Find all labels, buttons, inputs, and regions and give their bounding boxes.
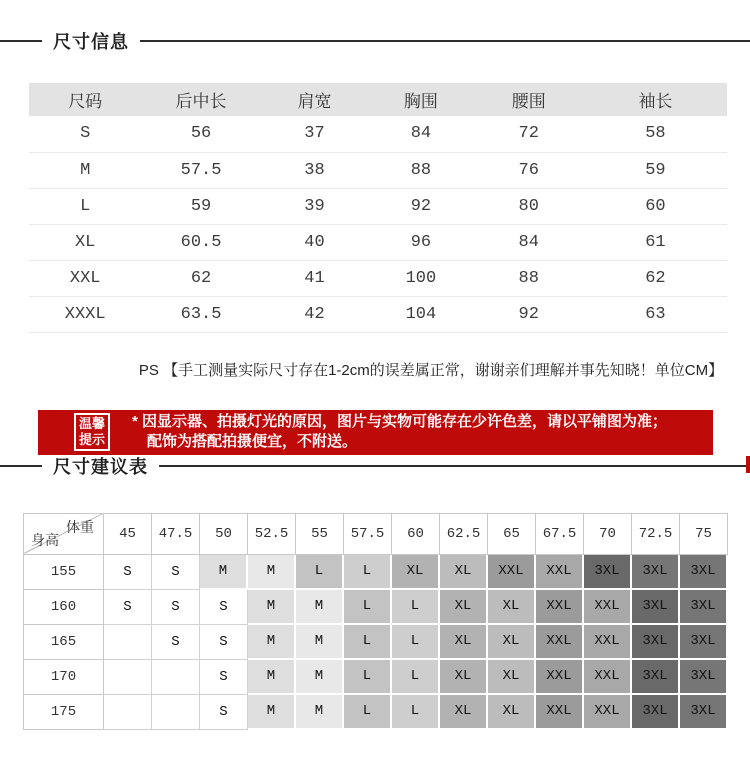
suggested-size-cell: 3XL — [584, 555, 632, 590]
corner-weight-label: 体重 — [66, 518, 94, 535]
suggested-size-cell: S — [104, 555, 152, 590]
suggested-size-cell: 3XL — [680, 695, 728, 730]
empty-size-cell — [152, 660, 200, 695]
size-label-cell: M — [29, 152, 141, 188]
size-label-cell: XXL — [29, 260, 141, 296]
suggested-size-cell: XXL — [488, 555, 536, 590]
size-value-cell: 60 — [584, 188, 727, 224]
size-value-cell: 37 — [261, 116, 368, 152]
suggestion-table-row — [24, 660, 728, 695]
size-table-header-cell: 肩宽 — [261, 83, 368, 116]
weight-header-cell: 52.5 — [248, 514, 296, 555]
size-table-header-cell: 袖长 — [584, 83, 727, 116]
size-value-cell: 72 — [474, 116, 584, 152]
suggested-size-cell: XL — [488, 590, 536, 625]
weight-header-cell: 50 — [200, 514, 248, 555]
suggested-size-cell: XL — [440, 625, 488, 660]
suggested-size-cell: XXL — [584, 695, 632, 730]
size-info-title-text: 尺寸信息 — [53, 32, 129, 52]
size-value-cell: 80 — [474, 188, 584, 224]
weight-header-cell: 55 — [296, 514, 344, 555]
edge-red-fragment — [746, 456, 750, 473]
size-table-header — [29, 83, 727, 116]
size-value-cell: 63.5 — [141, 296, 260, 332]
suggested-size-cell: M — [248, 695, 296, 730]
suggested-size-cell: M — [296, 660, 344, 695]
size-table-header-cell: 胸围 — [368, 83, 473, 116]
notice-banner — [38, 410, 713, 455]
size-value-cell: 42 — [261, 296, 368, 332]
weight-header-cell: 60 — [392, 514, 440, 555]
size-table-header-cell: 腰围 — [474, 83, 584, 116]
weight-header-cell: 65 — [488, 514, 536, 555]
size-table-row — [29, 152, 727, 188]
title-rule-right — [140, 40, 750, 42]
suggestion-table-row — [24, 555, 728, 590]
suggested-size-cell: S — [152, 590, 200, 625]
suggested-size-cell: S — [152, 625, 200, 660]
size-info-section-title — [0, 30, 750, 52]
weight-header-cell: 47.5 — [152, 514, 200, 555]
size-value-cell: 40 — [261, 224, 368, 260]
suggested-size-cell: S — [200, 590, 248, 625]
suggested-size-cell: XL — [440, 555, 488, 590]
size-value-cell: 88 — [368, 152, 473, 188]
size-table-row — [29, 260, 727, 296]
suggested-size-cell: L — [344, 625, 392, 660]
size-value-cell: 56 — [141, 116, 260, 152]
size-table-header-cell: 后中长 — [141, 83, 260, 116]
suggested-size-cell: M — [296, 695, 344, 730]
suggested-size-cell: XXL — [584, 625, 632, 660]
suggested-size-cell: M — [248, 555, 296, 590]
size-table-body — [29, 116, 727, 332]
suggested-size-cell: 3XL — [632, 695, 680, 730]
suggested-size-cell: XL — [392, 555, 440, 590]
weight-header-cell: 45 — [104, 514, 152, 555]
suggested-size-cell: M — [248, 590, 296, 625]
title-rule-left — [0, 465, 42, 467]
size-label-cell: XL — [29, 224, 141, 260]
title-rule-right — [159, 465, 750, 467]
size-value-cell: 96 — [368, 224, 473, 260]
weight-header-cell: 70 — [584, 514, 632, 555]
suggested-size-cell: XL — [440, 590, 488, 625]
notice-text — [132, 412, 667, 453]
suggested-size-cell: XXL — [536, 625, 584, 660]
size-label-cell: S — [29, 116, 141, 152]
suggestion-table-row — [24, 695, 728, 730]
suggested-size-cell: L — [392, 590, 440, 625]
suggested-size-cell: XXL — [536, 555, 584, 590]
suggested-size-cell: L — [344, 590, 392, 625]
empty-size-cell — [104, 660, 152, 695]
size-value-cell: 41 — [261, 260, 368, 296]
suggested-size-cell: 3XL — [632, 660, 680, 695]
height-label-cell: 155 — [24, 555, 104, 590]
suggested-size-cell: 3XL — [632, 590, 680, 625]
measurement-tolerance-note: PS 【手工测量实际尺寸存在1-2cm的误差属正常，谢谢亲们理解并事先知晓！单位CM】 — [138, 361, 724, 379]
size-value-cell: 38 — [261, 152, 368, 188]
suggested-size-cell: M — [248, 660, 296, 695]
size-value-cell: 59 — [584, 152, 727, 188]
suggested-size-cell: XXL — [536, 695, 584, 730]
weight-height-corner-cell — [24, 514, 104, 555]
suggested-size-cell: M — [200, 555, 248, 590]
size-value-cell: 88 — [474, 260, 584, 296]
suggested-size-cell: XXL — [584, 660, 632, 695]
warm-tips-badge-line1: 温馨 — [79, 416, 106, 432]
size-suggestion-title-text: 尺寸建议表 — [53, 456, 148, 477]
suggested-size-cell: L — [392, 660, 440, 695]
suggested-size-cell: 3XL — [680, 555, 728, 590]
suggested-size-cell: L — [392, 625, 440, 660]
size-table-header-row — [29, 83, 727, 116]
size-value-cell: 84 — [368, 116, 473, 152]
suggested-size-cell: XL — [488, 695, 536, 730]
suggested-size-cell: XXL — [536, 660, 584, 695]
notice-line1: * 因显示器、拍摄灯光的原因，图片与实物可能存在少许色差，请以平铺图为准； — [132, 412, 668, 430]
size-suggestion-table — [23, 513, 728, 730]
suggested-size-cell: S — [200, 625, 248, 660]
suggested-size-cell: XXL — [584, 590, 632, 625]
suggested-size-cell: M — [296, 590, 344, 625]
suggested-size-cell: L — [344, 695, 392, 730]
suggestion-table-row — [24, 590, 728, 625]
size-value-cell: 60.5 — [141, 224, 260, 260]
suggested-size-cell: M — [296, 625, 344, 660]
corner-height-label: 身高 — [31, 531, 59, 548]
size-value-cell: 59 — [141, 188, 260, 224]
suggested-size-cell: 3XL — [632, 625, 680, 660]
weight-header-cell: 67.5 — [536, 514, 584, 555]
suggested-size-cell: L — [392, 695, 440, 730]
empty-size-cell — [104, 695, 152, 730]
title-rule-left — [0, 40, 42, 42]
warm-tips-badge-line2: 提示 — [79, 432, 106, 447]
suggested-size-cell: 3XL — [680, 590, 728, 625]
size-value-cell: 76 — [474, 152, 584, 188]
size-table-header-cell: 尺码 — [29, 83, 141, 116]
suggested-size-cell: XL — [440, 695, 488, 730]
size-value-cell: 57.5 — [141, 152, 260, 188]
size-value-cell: 62 — [141, 260, 260, 296]
size-value-cell: 63 — [584, 296, 727, 332]
size-value-cell: 92 — [368, 188, 473, 224]
suggested-size-cell: 3XL — [680, 625, 728, 660]
weight-header-cell: 75 — [680, 514, 728, 555]
suggested-size-cell: 3XL — [680, 660, 728, 695]
size-label-cell: XXXL — [29, 296, 141, 332]
suggestion-table-body — [24, 555, 728, 730]
suggested-size-cell: S — [104, 590, 152, 625]
size-table-row — [29, 188, 727, 224]
size-table-row — [29, 224, 727, 260]
size-value-cell: 104 — [368, 296, 473, 332]
suggested-size-cell: S — [152, 555, 200, 590]
suggested-size-cell: XL — [488, 660, 536, 695]
size-value-cell: 62 — [584, 260, 727, 296]
suggested-size-cell: L — [344, 555, 392, 590]
size-table-row — [29, 296, 727, 332]
suggested-size-cell: L — [296, 555, 344, 590]
warm-tips-badge — [74, 413, 110, 450]
size-value-cell: 61 — [584, 224, 727, 260]
size-value-cell: 100 — [368, 260, 473, 296]
suggested-size-cell: XL — [488, 625, 536, 660]
suggested-size-cell: S — [200, 660, 248, 695]
empty-size-cell — [152, 695, 200, 730]
suggested-size-cell: S — [200, 695, 248, 730]
size-info-table — [29, 83, 727, 333]
size-label-cell: L — [29, 188, 141, 224]
weight-header-cell: 72.5 — [632, 514, 680, 555]
suggestion-table-row — [24, 625, 728, 660]
height-label-cell: 165 — [24, 625, 104, 660]
suggested-size-cell: M — [248, 625, 296, 660]
weight-header-cell: 57.5 — [344, 514, 392, 555]
size-value-cell: 92 — [474, 296, 584, 332]
suggestion-header-row — [24, 514, 728, 555]
height-label-cell: 160 — [24, 590, 104, 625]
suggested-size-cell: 3XL — [632, 555, 680, 590]
suggested-size-cell: XL — [440, 660, 488, 695]
height-label-cell: 175 — [24, 695, 104, 730]
empty-size-cell — [104, 625, 152, 660]
size-value-cell: 58 — [584, 116, 727, 152]
height-label-cell: 170 — [24, 660, 104, 695]
suggested-size-cell: L — [344, 660, 392, 695]
size-value-cell: 84 — [474, 224, 584, 260]
weight-header-cell: 62.5 — [440, 514, 488, 555]
notice-line2: 配饰为搭配拍摄便宜，不附送。 — [147, 433, 358, 450]
size-suggestion-section-title — [0, 455, 750, 477]
size-table-row — [29, 116, 727, 152]
suggested-size-cell: XXL — [536, 590, 584, 625]
size-value-cell: 39 — [261, 188, 368, 224]
